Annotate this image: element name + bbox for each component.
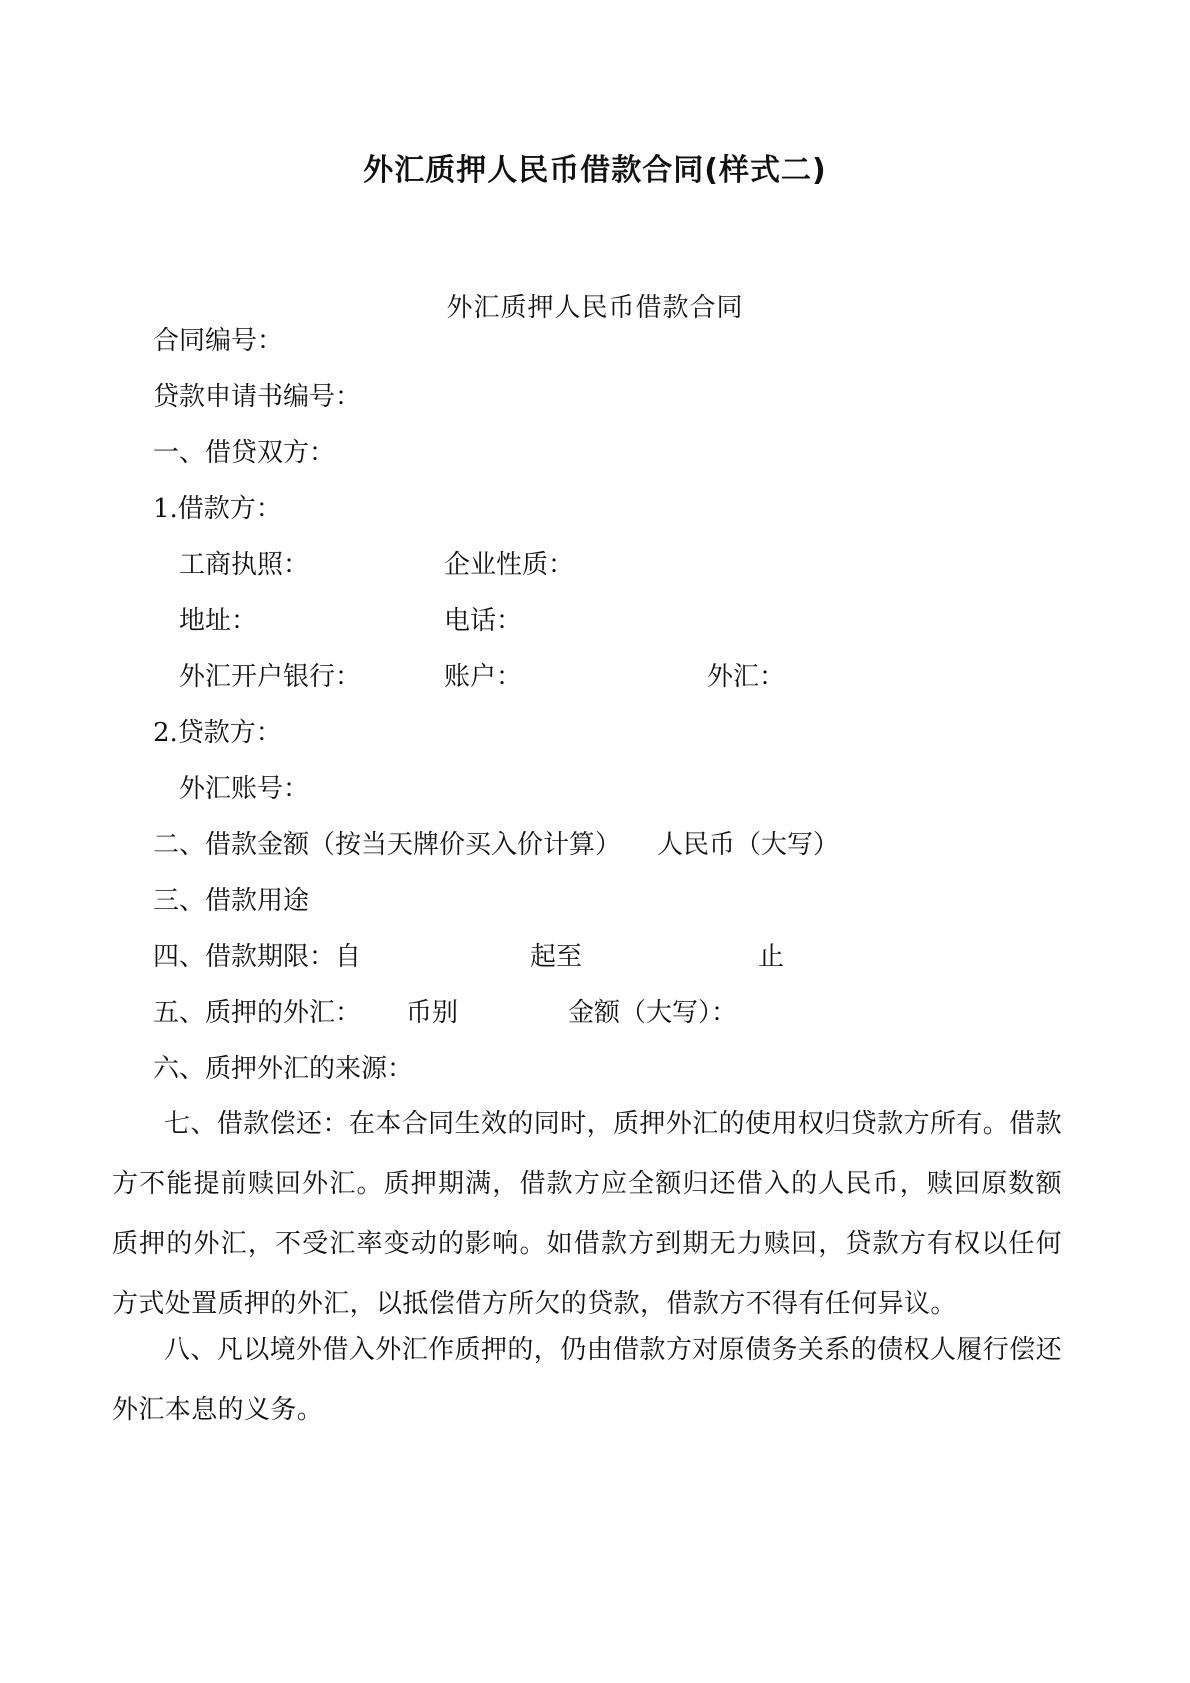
section-3-loan-purpose: 三、借款用途 [153,886,310,916]
account-label: 账户： [444,662,523,692]
section-2-loan-amount: 二、借款金额（按当天牌价买入价计算） [153,830,622,860]
lender-heading: 2.贷款方： [153,718,282,748]
section-6-fx-source: 六、质押外汇的来源： [153,1054,414,1084]
contract-number-label: 合同编号： [153,326,284,356]
address-label: 地址： [179,606,258,636]
business-license-label: 工商执照： [179,550,310,580]
section-4-loan-term: 四、借款期限：自 [153,942,362,972]
phone-label: 电话： [444,606,523,636]
section-1-parties: 一、借贷双方： [153,438,336,468]
section-8-overseas-fx: 八、凡以境外借入外汇作质押的，仍由借款方对原债务关系的债权人履行偿还外汇本息的义务。 [112,1335,1062,1425]
document-title: 外汇质押人民币借款合同(样式二) [363,153,827,188]
fx-label: 外汇： [707,662,786,692]
section-7-repayment: 七、借款偿还：在本合同生效的同时，质押外汇的使用权归贷款方所有。借款方不能提前赎回外汇。质押期满，借款方应全额归还借入的人民币，赎回原数额质押的外汇，不受汇率变动的影响。如借款方到期无力赎回，贷款方有权以任何方式处置质押的外汇，以抵偿借方所欠的贷款，借款方不得有任何异议。 [112,1109,1062,1319]
lender-fx-account-label: 外汇账号： [179,774,310,804]
term-end-label: 止 [758,942,785,972]
enterprise-nature-label: 企业性质： [444,550,575,580]
contract-subtitle: 外汇质押人民币借款合同 [446,293,744,323]
rmb-amount-label: 人民币（大写） [657,830,840,860]
currency-label: 币别 [406,998,459,1028]
borrower-heading: 1.借款方： [153,494,282,524]
term-from-label: 起至 [530,942,583,972]
loan-application-number-label: 贷款申请书编号： [153,382,362,412]
section-5-pledged-fx: 五、质押的外汇： [153,998,362,1028]
fx-bank-label: 外汇开户银行： [179,662,362,692]
pledge-amount-label: 金额（大写）： [568,998,738,1028]
